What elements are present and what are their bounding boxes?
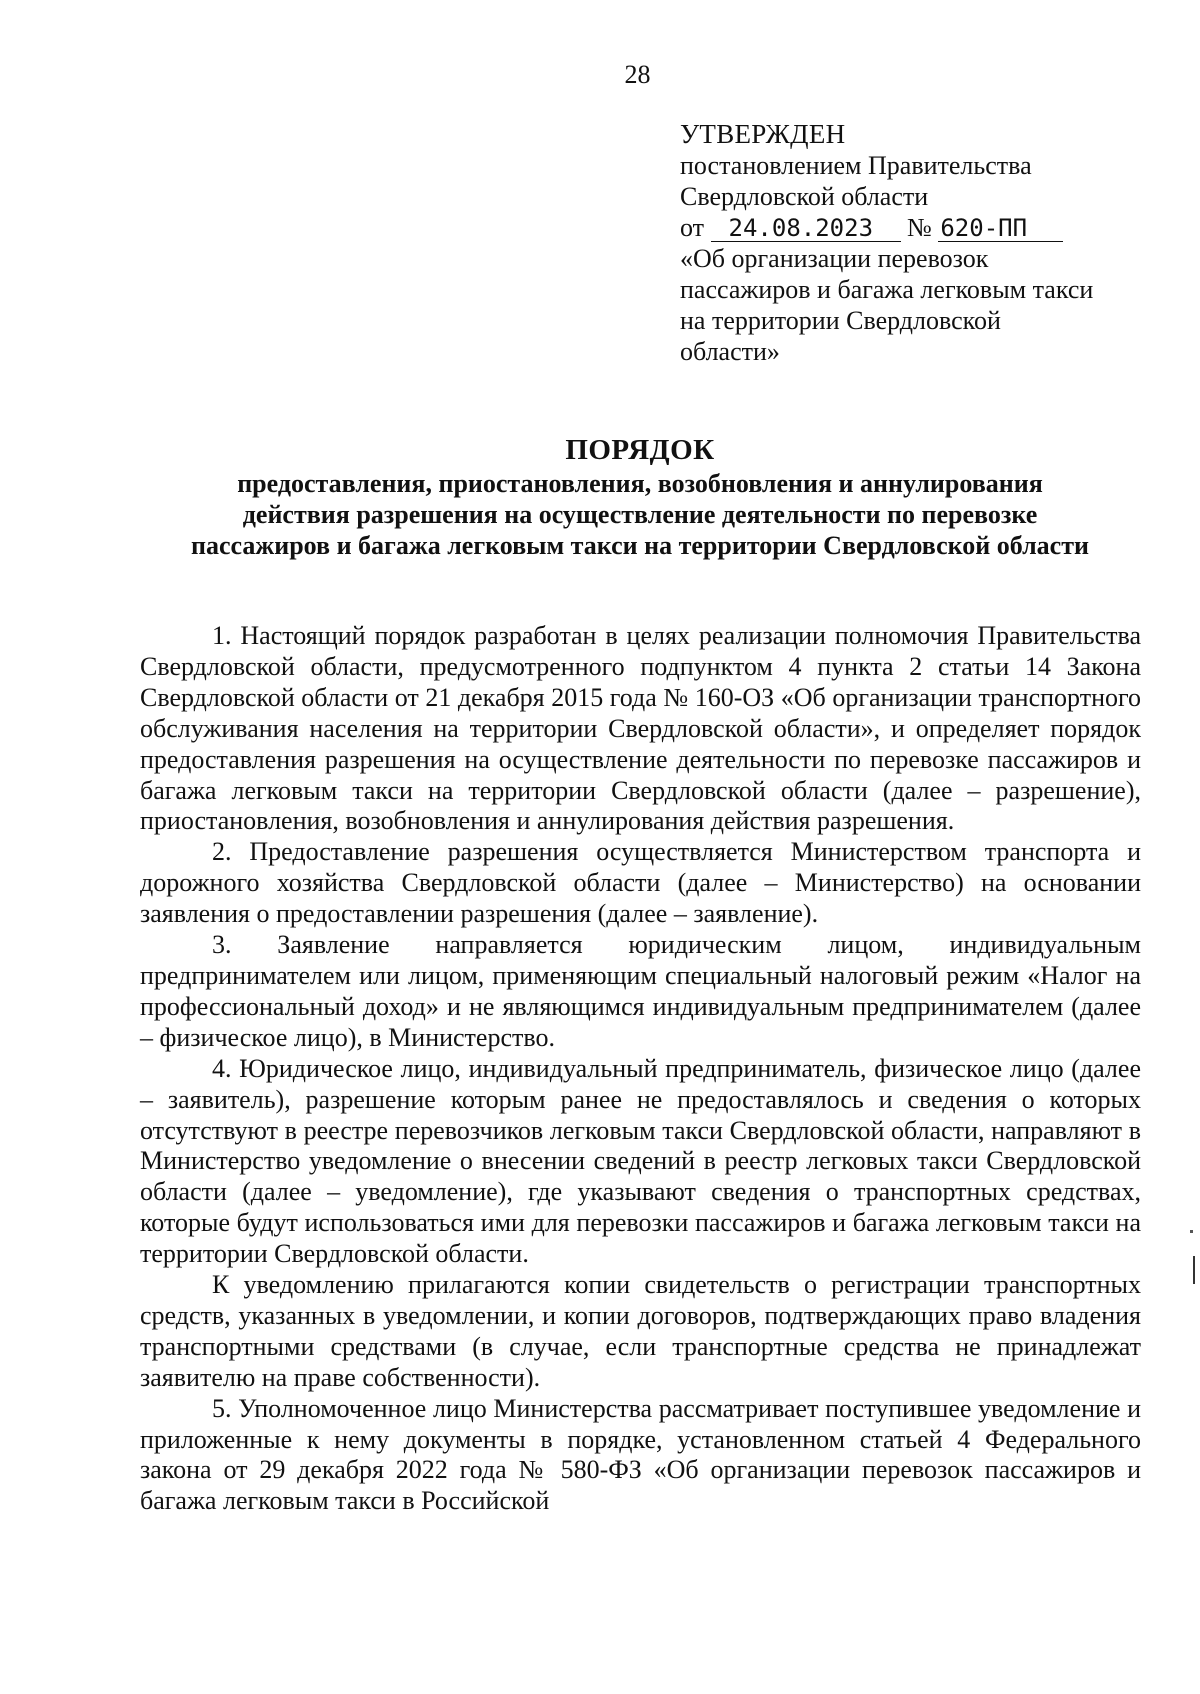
approval-subject-line-3: на территории Свердловской	[680, 306, 1001, 335]
approval-subject-line-1: «Об организации перевозок	[680, 244, 989, 273]
title-sub-line-2: действия разрешения на осуществление деятельности по перевозке	[242, 500, 1038, 529]
paragraph-1: 1. Настоящий порядок разработан в целях реализации полномочия Правительства Свердловской области, предусмотренного подпунктом 4 пункта 2 статьи 14 Закона Свердловской области от 21 декабря 2015 года № 160-ОЗ «Об организации транспортного обслуживания населения на территории Свердловской области», и определяет порядок предоставления разрешения на осуществление деятельности по перевозке пассажиров и багажа легковым такси на территории Свердловской области (далее – разрешение), приостановления, возобновления и аннулирования действия разрешения.	[140, 621, 1141, 836]
title-main: ПОРЯДОК	[565, 434, 715, 466]
approval-date-line	[680, 212, 1150, 243]
number-sign: №	[907, 213, 932, 242]
approval-subject-line-4: области»	[680, 337, 780, 366]
scan-artifact-mark	[1193, 1256, 1195, 1284]
title-sub-line-1: предоставления, приостановления, возобновления и аннулирования	[237, 469, 1043, 498]
scan-artifact-dot	[1190, 1230, 1193, 1233]
approval-number: 620-ПП	[938, 215, 1063, 242]
document-title	[140, 432, 1140, 561]
approval-issuer-line-1: постановлением Правительства	[680, 151, 1032, 180]
approval-issuer-line-2: Свердловской области	[680, 182, 929, 211]
document-body	[140, 621, 1141, 1517]
title-sub-line-3: пассажиров и багажа легковым такси на территории Свердловской области	[191, 531, 1089, 560]
date-prefix: от	[680, 213, 705, 242]
paragraph-3: 3. Заявление направляется юридическим лицом, индивидуальным предпринимателем или лицом, применяющим специальный налоговый режим «Налог на профессиональный доход» и не являющимся индивидуальным предпринимателем (далее – физическое лицо), в Министерство.	[140, 930, 1141, 1052]
approval-block	[680, 118, 1150, 367]
page-number: 28	[624, 60, 651, 89]
paragraph-2: 2. Предоставление разрешения осуществляется Министерством транспорта и дорожного хозяйства Свердловской области (далее – Министерство) на основании заявления о предоставлении разрешения (далее – заявление).	[140, 837, 1141, 929]
paragraph-5: 5. Уполномоченное лицо Министерства рассматривает поступившее уведомление и приложенные к нему документы в порядке, установленном статьей 4 Федерального закона от 29 декабря 2022 года № 580-ФЗ «Об организации перевозок пассажиров и багажа легковым такси в Российской	[140, 1393, 1141, 1516]
approval-date: 24.08.2023	[711, 215, 901, 242]
paragraph-4-attachments: К уведомлению прилагаются копии свидетельств о регистрации транспортных средств, указанных в уведомлении, и копии договоров, подтверждающих право владения транспортными средствами (в случае, если транспортные средства не принадлежат заявителю на праве собственности).	[140, 1270, 1141, 1392]
approval-subject-line-2: пассажиров и багажа легковым такси	[680, 275, 1094, 304]
approval-heading: УТВЕРЖДЕН	[680, 119, 846, 149]
paragraph-4: 4. Юридическое лицо, индивидуальный предприниматель, физическое лицо (далее – заявитель), разрешение которым ранее не предоставлялось и сведения о которых отсутствуют в реестре перевозчиков легковым такси Свердловской области, направляют в Министерство уведомление о внесении сведений в реестр легковых такси Свердловской области (далее – уведомление), где указывают сведения о транспортных средствах, которые будут использоваться ими для перевозки пассажиров и багажа легковым такси на территории Свердловской области.	[140, 1053, 1141, 1269]
